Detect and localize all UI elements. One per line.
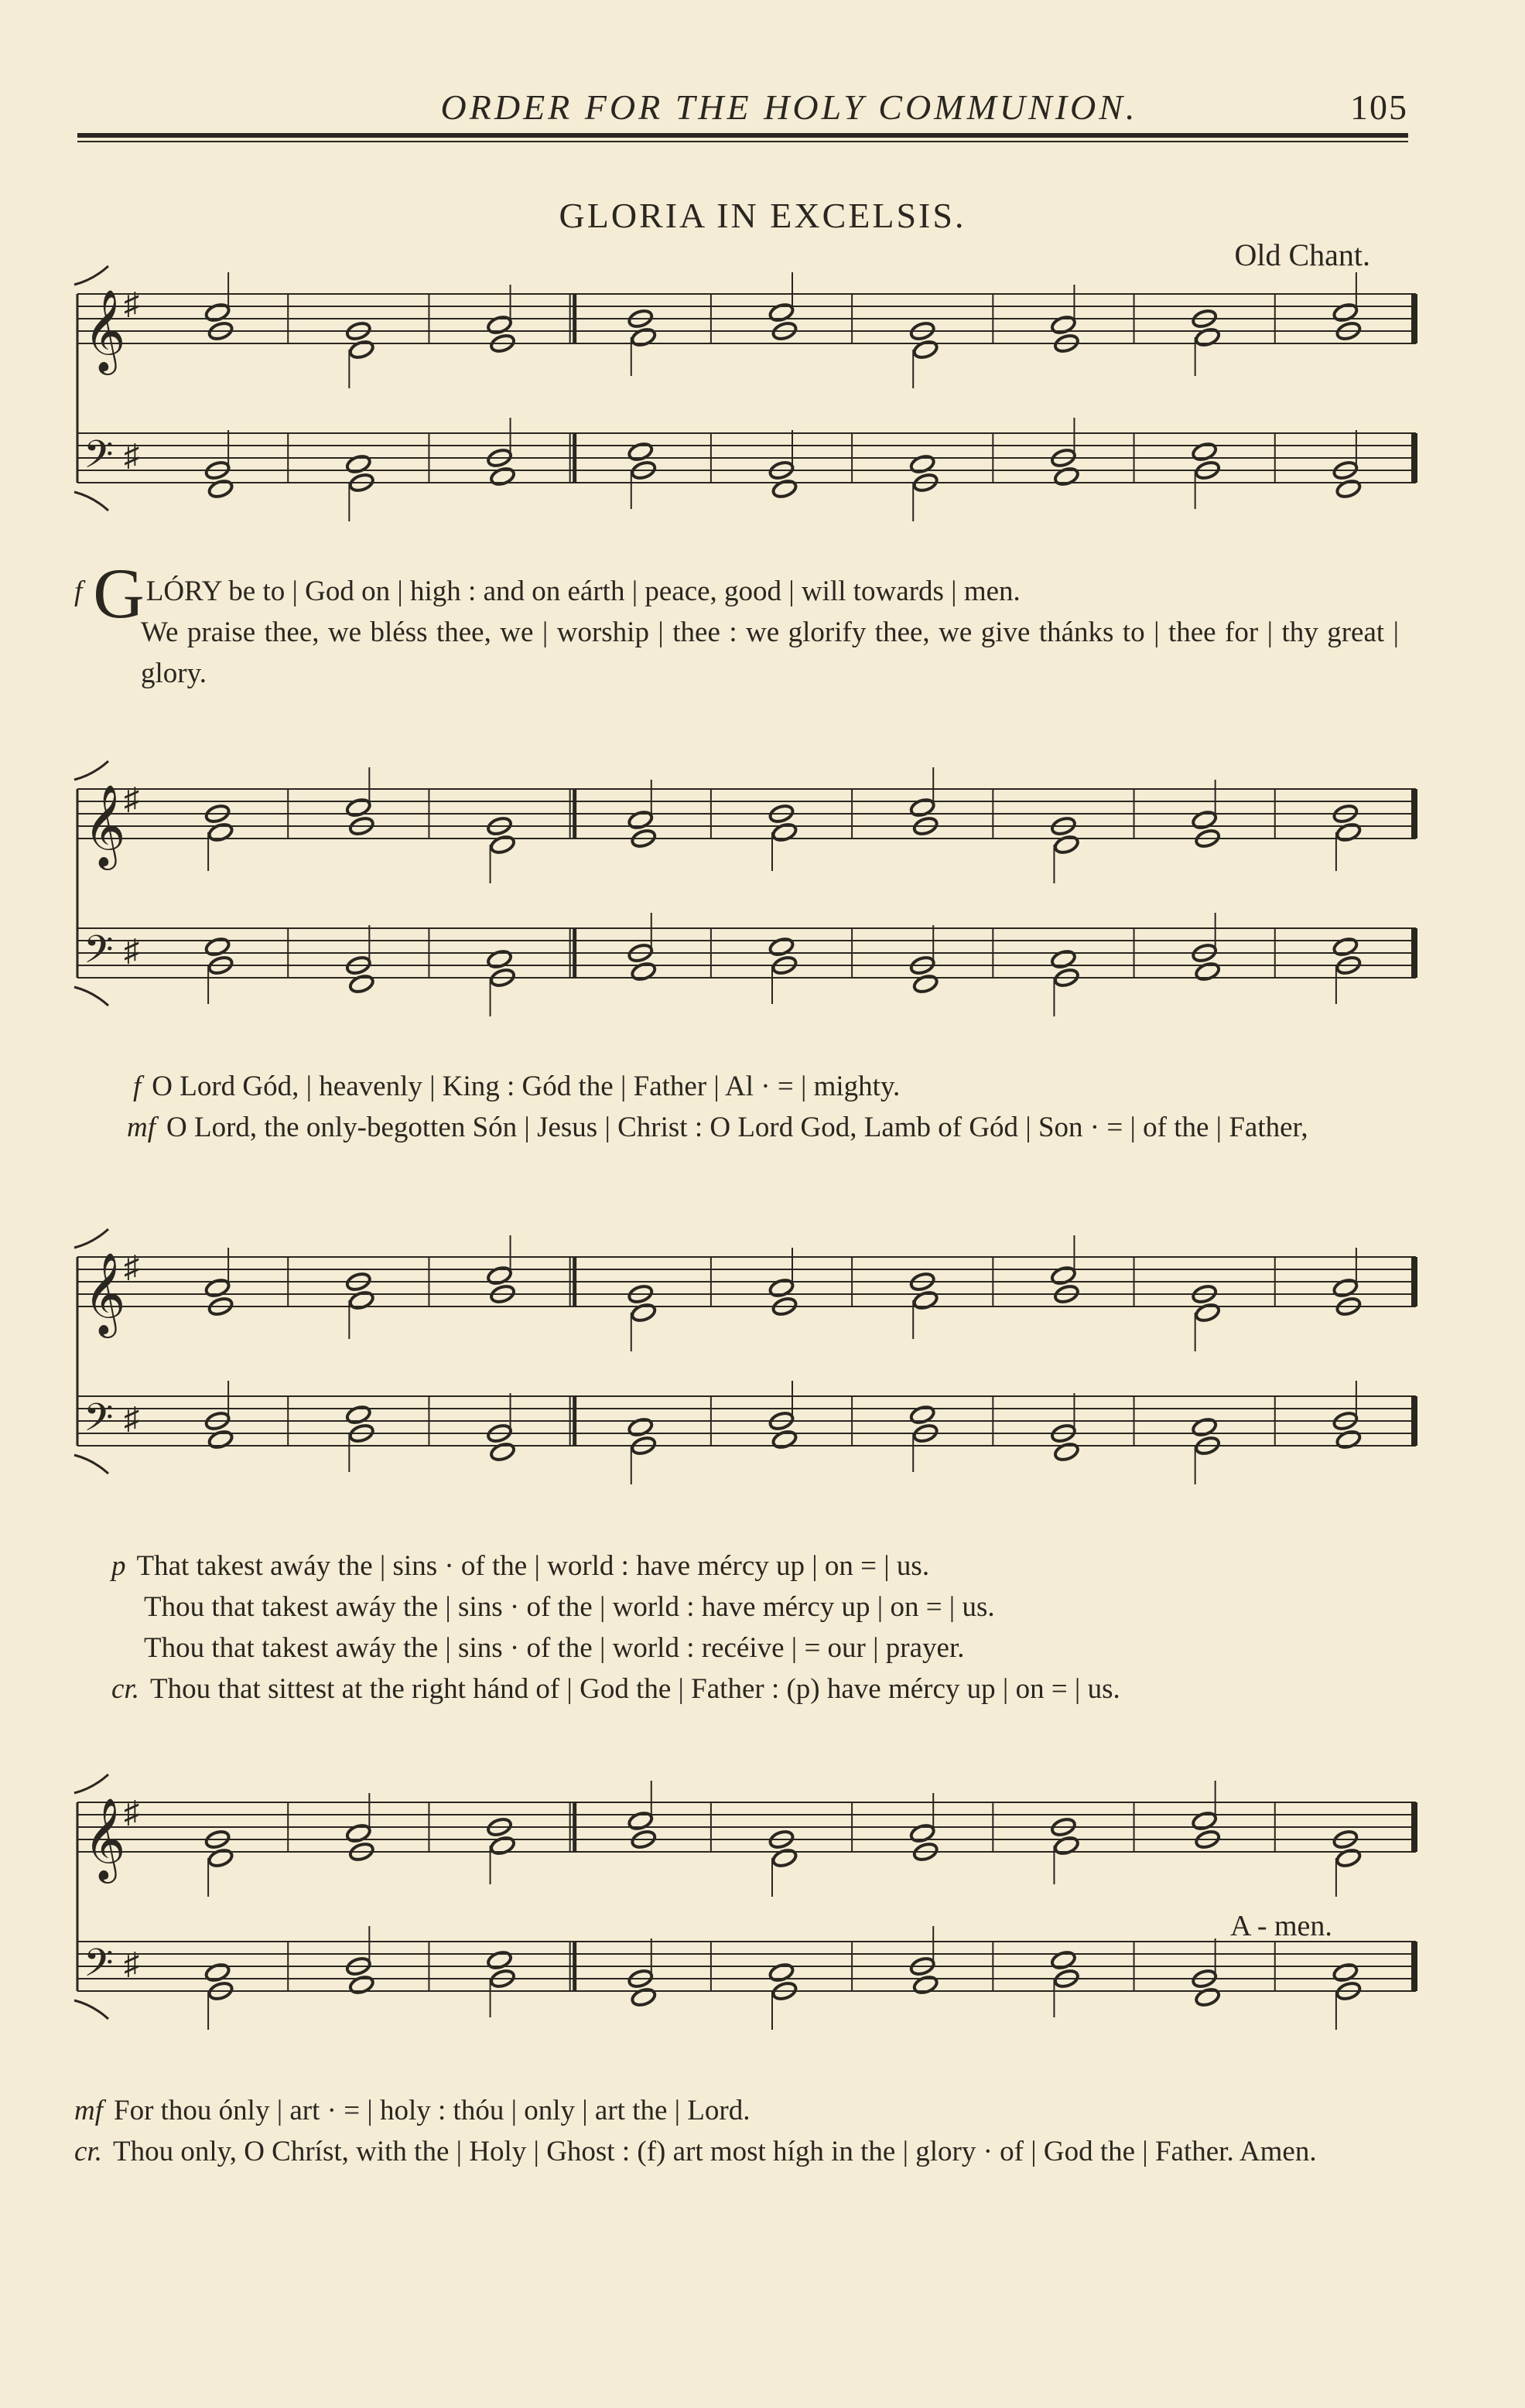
running-title: ORDER FOR THE HOLY COMMUNION.: [440, 87, 1138, 127]
verse-4: [74, 2090, 1399, 2172]
note-head: [489, 1441, 515, 1462]
note-head: [1335, 1429, 1362, 1450]
note-head: [207, 1847, 234, 1868]
note-head: [1332, 1962, 1359, 1983]
note-head: [627, 1416, 654, 1437]
note-head: [909, 453, 935, 474]
music-system-3: [70, 1226, 1431, 1512]
note-head: [768, 936, 795, 957]
verse-2-line-2: [74, 1107, 1399, 1148]
system-bracket-bottom: [74, 1455, 108, 1474]
note-head: [912, 973, 939, 994]
note-head: [1335, 478, 1362, 499]
key-signature-sharp-icon: ♯: [124, 781, 139, 816]
note-head: [1191, 441, 1217, 462]
note-head: [768, 1962, 795, 1983]
note-head: [909, 797, 935, 818]
section-title: GLORIA IN EXCELSIS.: [559, 196, 966, 235]
key-signature-sharp-icon: ♯: [124, 1946, 139, 1981]
note-head: [912, 1289, 939, 1310]
note-head: [489, 834, 515, 855]
note-head: [204, 1277, 231, 1298]
score-system-2: [70, 758, 1431, 1044]
key-signature-sharp-icon: ♯: [124, 1795, 139, 1829]
treble-clef-icon: 𝄞: [84, 784, 126, 866]
treble-clef-icon: 𝄞: [84, 1797, 126, 1880]
verse-1: [74, 554, 1399, 694]
note-head: [486, 948, 512, 969]
note-head: [486, 314, 512, 335]
verse-text: That takest awáy the | sins · of the | world : have mércy up | on = | us.: [136, 1550, 930, 1582]
note-head: [1053, 1835, 1079, 1856]
bass-clef-icon: 𝄢: [84, 1941, 114, 1995]
note-head: [348, 973, 374, 994]
note-head: [1050, 948, 1076, 969]
score-system-1: [70, 263, 1431, 557]
note-head: [631, 1986, 657, 2007]
note-head: [1191, 1810, 1217, 1831]
note-head: [771, 1847, 798, 1868]
note-head: [1194, 1302, 1220, 1323]
bass-clef-icon: 𝄢: [84, 1395, 114, 1450]
note-head: [348, 1974, 374, 1995]
verse-text: Thou that takest awáy the | sins · of the | world : recéive | = our | prayer.: [144, 1632, 965, 1664]
system-bracket-bottom: [74, 2000, 108, 2019]
page-header: [77, 87, 1408, 133]
note-head: [1332, 1277, 1359, 1298]
system-bracket-top: [74, 1774, 108, 1793]
verse-3-line-3: [74, 1628, 1399, 1669]
key-signature-sharp-icon: ♯: [124, 286, 139, 321]
music-system-4: [70, 1771, 1431, 2073]
verse-text: Thou only, O Chríst, with the | Holy | Ghost : (f) art most hígh in the | glory · of | God the | Father. Amen.: [112, 2136, 1317, 2167]
verse-2: [74, 1066, 1399, 1148]
note-head: [627, 1810, 654, 1831]
note-head: [207, 821, 234, 842]
note-head: [345, 1404, 371, 1425]
system-bracket-bottom: [74, 492, 108, 511]
amen-label: A - men.: [1230, 1910, 1332, 1942]
note-head: [1332, 936, 1359, 957]
note-head: [1053, 834, 1079, 855]
note-head: [1335, 821, 1362, 842]
system-bracket-top: [74, 761, 108, 780]
dynamic-mark: f: [74, 576, 83, 607]
note-head: [348, 1289, 374, 1310]
system-bracket-bottom: [74, 987, 108, 1006]
dynamic-mark: f: [133, 1071, 142, 1102]
note-head: [768, 302, 795, 323]
note-head: [909, 1822, 935, 1843]
verse-text: O Lord, the only-begotten Són | Jesus | Christ : O Lord God, Lamb of Gód | Son · = | of the | Father,: [166, 1112, 1308, 1143]
page-number: 105: [1350, 87, 1408, 127]
note-head: [631, 326, 657, 347]
drop-cap-letter: G: [93, 554, 145, 633]
verse-3-line-1: [74, 1546, 1399, 1587]
note-head: [1335, 1847, 1362, 1868]
note-head: [912, 339, 939, 360]
note-head: [771, 821, 798, 842]
score-system-3: [70, 1226, 1431, 1512]
note-head: [345, 1822, 371, 1843]
treble-clef-icon: 𝄞: [84, 1252, 126, 1334]
note-head: [1194, 326, 1220, 347]
note-head: [1050, 1265, 1076, 1286]
note-head: [207, 1429, 234, 1450]
key-signature-sharp-icon: ♯: [124, 438, 139, 473]
note-head: [486, 1265, 512, 1286]
note-head: [204, 302, 231, 323]
note-head: [204, 936, 231, 957]
note-head: [627, 441, 654, 462]
music-system-2: [70, 758, 1431, 1044]
dynamic-mark: cr.: [74, 2136, 102, 2167]
treble-clef-icon: 𝄞: [84, 289, 126, 371]
verse-text: We praise thee, we bléss thee, we | worship | thee : we glorify thee, we give thánks to | thee for | thy great | glory.: [141, 617, 1399, 689]
verse-3: [74, 1546, 1399, 1710]
note-head: [1191, 1416, 1217, 1437]
chant-attribution: Old Chant.: [1234, 237, 1370, 272]
verse-4-line-2: [74, 2131, 1399, 2172]
note-head: [1191, 809, 1217, 830]
note-head: [631, 1302, 657, 1323]
key-signature-sharp-icon: ♯: [124, 1249, 139, 1284]
note-head: [1194, 1986, 1220, 2007]
note-head: [627, 809, 654, 830]
note-head: [1050, 314, 1076, 335]
key-signature-sharp-icon: ♯: [124, 933, 139, 968]
note-head: [1050, 1949, 1076, 1970]
note-head: [912, 1974, 939, 1995]
note-head: [771, 478, 798, 499]
music-system-1: [70, 263, 1431, 557]
note-head: [1053, 1441, 1079, 1462]
header-rule: [77, 133, 1408, 138]
note-head: [768, 1277, 795, 1298]
key-signature-sharp-icon: ♯: [124, 1401, 139, 1436]
dynamic-mark: p: [111, 1550, 126, 1582]
dynamic-mark: mf: [74, 2095, 103, 2126]
verse-3-line-4: [74, 1669, 1399, 1710]
score-system-4: [70, 1771, 1431, 2073]
verse-1-line-1: [74, 554, 1399, 633]
bass-clef-icon: 𝄢: [84, 432, 114, 487]
verse-text: LÓRY be to | God on | high : and on eárth | peace, good | will towards | men.: [145, 576, 1021, 607]
verse-1-line-2: [74, 612, 1399, 694]
verse-text: Thou that sittest at the right hánd of | God the | Father : (p) have mércy up | on = | us.: [149, 1673, 1120, 1705]
note-head: [207, 478, 234, 499]
note-head: [486, 1949, 512, 1970]
note-head: [345, 797, 371, 818]
note-head: [345, 453, 371, 474]
system-bracket-top: [74, 1229, 108, 1248]
note-head: [348, 339, 374, 360]
verse-text: For thou ónly | art · = | holy : thóu | only | art the | Lord.: [114, 2095, 751, 2126]
dynamic-mark: mf: [127, 1112, 156, 1143]
verse-3-line-2: [74, 1587, 1399, 1628]
dynamic-mark: cr.: [111, 1673, 139, 1705]
verse-text: O Lord Gód, | heavenly | King : Gód the | Father | Al · = | mighty.: [152, 1071, 901, 1102]
verse-text: Thou that takest awáy the | sins · of the | world : have mércy up | on = | us.: [144, 1591, 995, 1623]
note-head: [1053, 466, 1079, 487]
verse-2-line-1: [74, 1066, 1399, 1107]
note-head: [771, 1429, 798, 1450]
note-head: [909, 1404, 935, 1425]
system-bracket-top: [74, 266, 108, 285]
note-head: [489, 466, 515, 487]
note-head: [1332, 302, 1359, 323]
verse-4-line-1: [74, 2090, 1399, 2131]
note-head: [204, 1962, 231, 1983]
bass-clef-icon: 𝄢: [84, 927, 114, 982]
note-head: [631, 961, 657, 982]
note-head: [1194, 961, 1220, 982]
header-rule-thin: [77, 141, 1408, 142]
note-head: [489, 1835, 515, 1856]
